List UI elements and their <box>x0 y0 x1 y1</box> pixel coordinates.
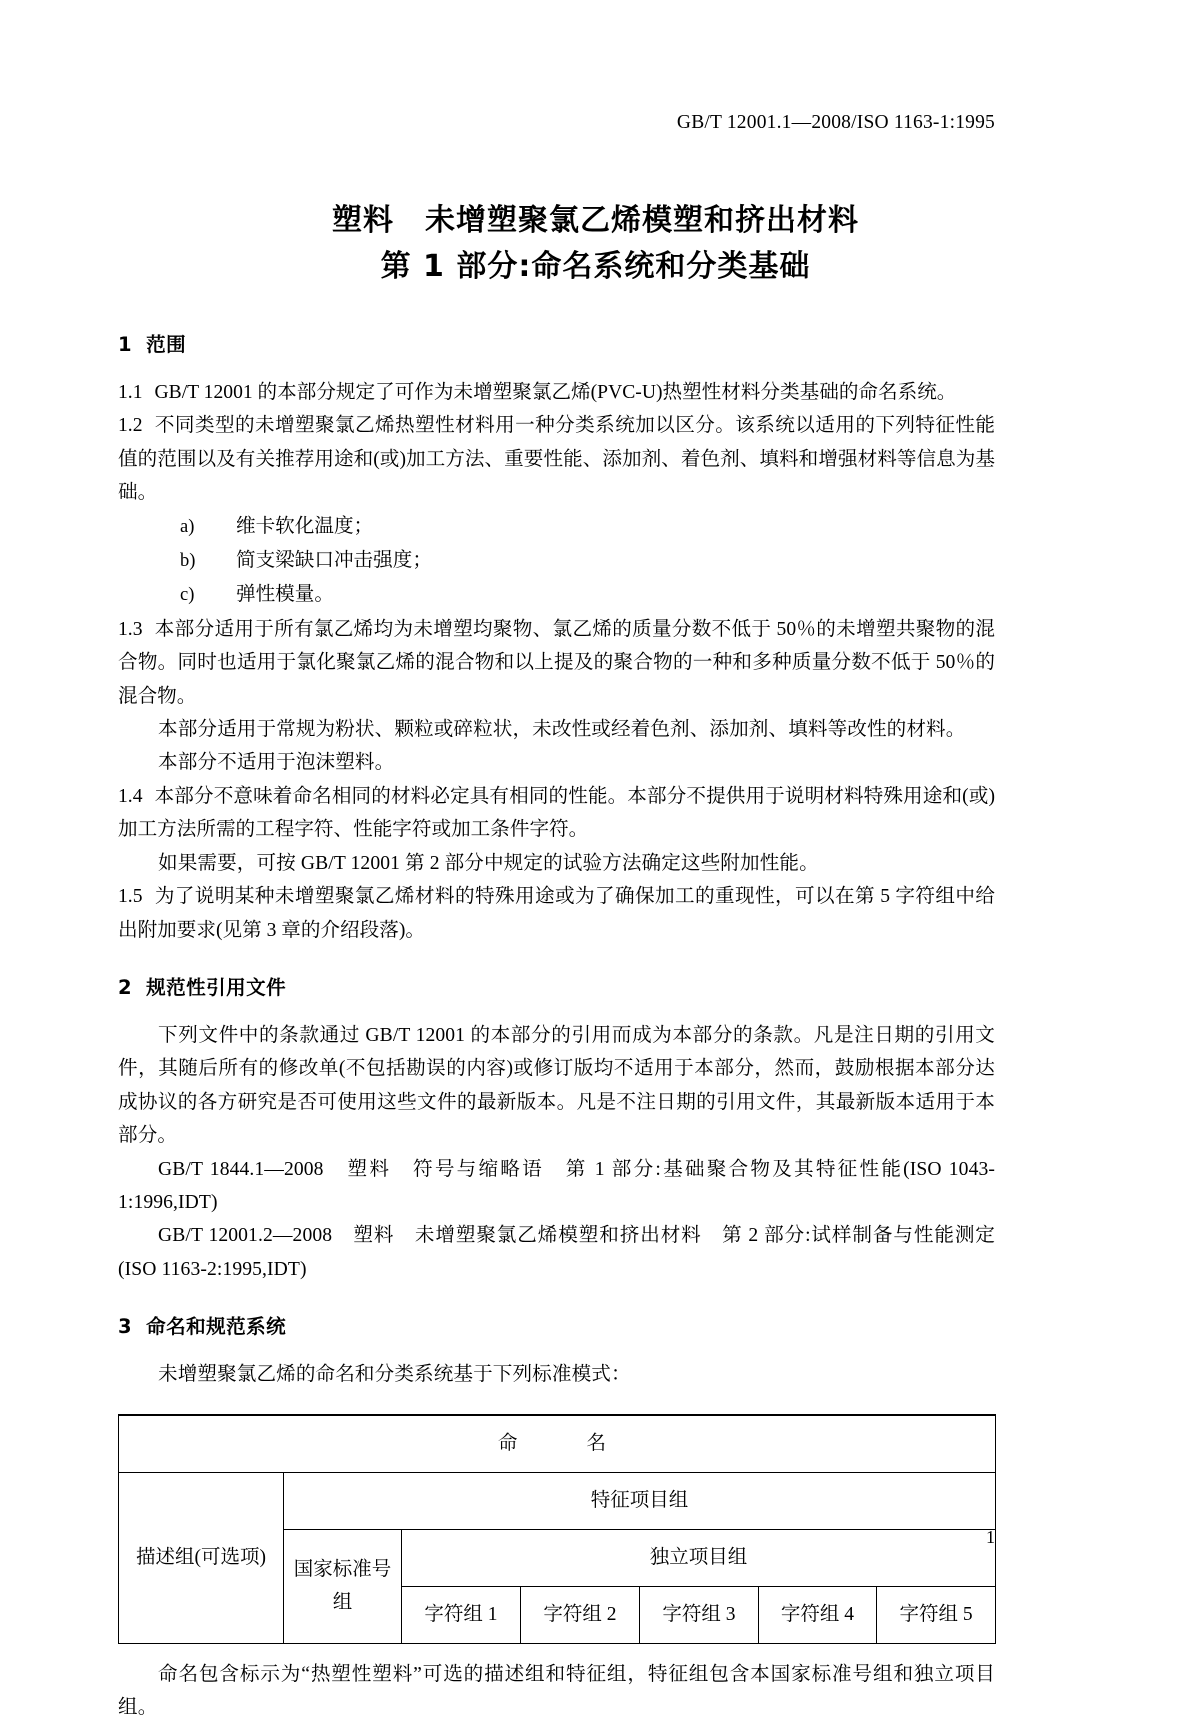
title-line-1: 塑料 未增塑聚氯乙烯模塑和挤出材料 <box>332 203 859 238</box>
document-body <box>118 330 995 1724</box>
table-cell-national-standard-group <box>284 1529 402 1643</box>
section-number-3: 3 <box>118 1315 133 1339</box>
section-number-1: 1 <box>118 333 133 356</box>
section-heading-1 <box>118 330 995 360</box>
list-text-b: 简支梁缺口冲击强度； <box>236 550 432 572</box>
page-title <box>0 198 1191 290</box>
clause-1-4-paragraph-2: 如果需要，可按 GB/T 12001 第 2 部分中规定的试验方法确定这些附加性能。 <box>158 852 819 874</box>
normative-reference-1: GB/T 1844.1—2008 塑料 符号与缩略语 第 1 部分:基础聚合物及其特征性能(ISO 1043-1:1996,IDT) <box>118 1158 995 1213</box>
characteristic-properties-list <box>118 510 995 613</box>
table-cell-char-group-5: 字符组 5 <box>877 1586 996 1643</box>
table-cell-feature-group: 特征项目组 <box>284 1472 996 1529</box>
normative-reference-2: GB/T 12001.2—2008 塑料 未增塑聚氯乙烯模塑和挤出材料 第 2 部分:试样制备与性能测定(ISO 1163-2:1995,IDT) <box>118 1225 995 1280</box>
clause-1-2-label: 1.2 <box>118 415 143 437</box>
clause-1-3 <box>118 613 995 713</box>
clause-2-paragraph-1: 下列文件中的条款通过 GB/T 12001 的本部分的引用而成为本部分的条款。凡是注日期的引用文件，其随后所有的修改单(不包括勘误的内容)或修订版均不适用于本部分，然而，鼓励根据本部分达成协议的各方研究是否可使用这些文件的最新版本。凡是不注日期的引用文件，其最新版本适用于本部分。 <box>118 1024 995 1147</box>
list-text-c: 弹性模量。 <box>236 584 334 606</box>
section-title-2: 规范性引用文件 <box>146 975 287 999</box>
section-title-1: 范围 <box>146 333 187 356</box>
spacer <box>118 1286 995 1312</box>
list-marker-a: a) <box>180 516 195 537</box>
list-marker-b: b) <box>180 551 196 572</box>
clause-1-4-label: 1.4 <box>118 785 143 807</box>
clause-1-2-text: 不同类型的未增塑聚氯乙烯热塑性材料用一种分类系统加以区分。该系统以适用的下列特征性能值的范围以及有关推荐用途和(或)加工方法、重要性能、添加剂、着色剂、填料和增强材料等信息为基础。 <box>118 415 995 504</box>
table-cell-designation-title: 命 名 <box>119 1415 996 1473</box>
clause-1-3-paragraph-2: 本部分适用于常规为粉状、颗粒或碎粒状，未改性或经着色剂、添加剂、填料等改性的材料。 <box>158 719 966 741</box>
section-title-3: 命名和规范系统 <box>146 1315 287 1339</box>
table-cell-char-group-2: 字符组 2 <box>521 1586 640 1643</box>
clause-1-1 <box>118 376 995 409</box>
clause-1-3-label: 1.3 <box>118 618 143 640</box>
page-number: 1 <box>986 1527 995 1547</box>
running-header <box>677 112 995 134</box>
clause-3-paragraph-2: 命名包含标示为“热塑性塑料”可选的描述组和特征组，特征组包含本国家标准号组和独立项目组。 <box>118 1663 995 1718</box>
clause-1-2 <box>118 409 995 509</box>
list-item-c <box>118 578 995 612</box>
standard-number: GB/T 12001.1—2008/ISO 1163-1:1995 <box>676 112 995 133</box>
table-row <box>119 1472 996 1529</box>
table-row <box>119 1415 996 1473</box>
title-line-2: 第 1 部分:命名系统和分类基础 <box>380 249 811 284</box>
clause-1-4-text: 本部分不意味着命名相同的材料必定具有相同的性能。本部分不提供用于说明材料特殊用途和(或)加工方法所需的工程字符、性能字符或加工条件字符。 <box>118 785 995 841</box>
clause-1-4 <box>118 780 995 847</box>
clause-1-1-text: GB/T 12001 的本部分规定了可作为未增塑聚氯乙烯(PVC-U)热塑性材料分类基础的命名系统。 <box>154 382 957 403</box>
section-heading-3 <box>118 1312 995 1342</box>
clause-1-5-text: 为了说明某种未增塑聚氯乙烯材料的特殊用途或为了确保加工的重现性，可以在第 5 字符组中给出附加要求(见第 3 章的介绍段落)。 <box>118 886 995 941</box>
section-number-2: 2 <box>118 975 133 999</box>
list-marker-c: c) <box>180 585 195 606</box>
designation-table <box>118 1414 996 1644</box>
table-cell-char-group-1: 字符组 1 <box>402 1586 521 1643</box>
list-text-a: 维卡软化温度； <box>236 515 374 537</box>
clause-1-3-paragraph-3: 本部分不适用于泡沫塑料。 <box>158 752 395 774</box>
section-heading-2 <box>118 973 995 1003</box>
clause-1-5 <box>118 880 995 947</box>
spacer <box>118 947 995 973</box>
list-item-a <box>118 510 995 544</box>
clause-1-3-text: 本部分适用于所有氯乙烯均为未增塑均聚物、氯乙烯的质量分数不低于 50％的未增塑共聚物的混合物。同时也适用于氯化聚氯乙烯的混合物和以上提及的聚合物的一种和多种质量分数不低于 50％的混合物。 <box>118 618 995 707</box>
table-cell-descriptive-group: 描述组(可选项) <box>119 1472 284 1643</box>
national-standard-group-label: 国家标准号组 <box>293 1558 392 1614</box>
clause-1-5-label: 1.5 <box>118 886 143 908</box>
list-item-b <box>118 544 995 578</box>
clause-1-1-label: 1.1 <box>118 382 143 403</box>
table-cell-char-group-4: 字符组 4 <box>759 1586 877 1643</box>
table-cell-independent-group: 独立项目组 <box>402 1529 996 1586</box>
clause-3-paragraph-1: 未增塑聚氯乙烯的命名和分类系统基于下列标准模式： <box>158 1364 631 1386</box>
table-cell-char-group-3: 字符组 3 <box>640 1586 759 1643</box>
